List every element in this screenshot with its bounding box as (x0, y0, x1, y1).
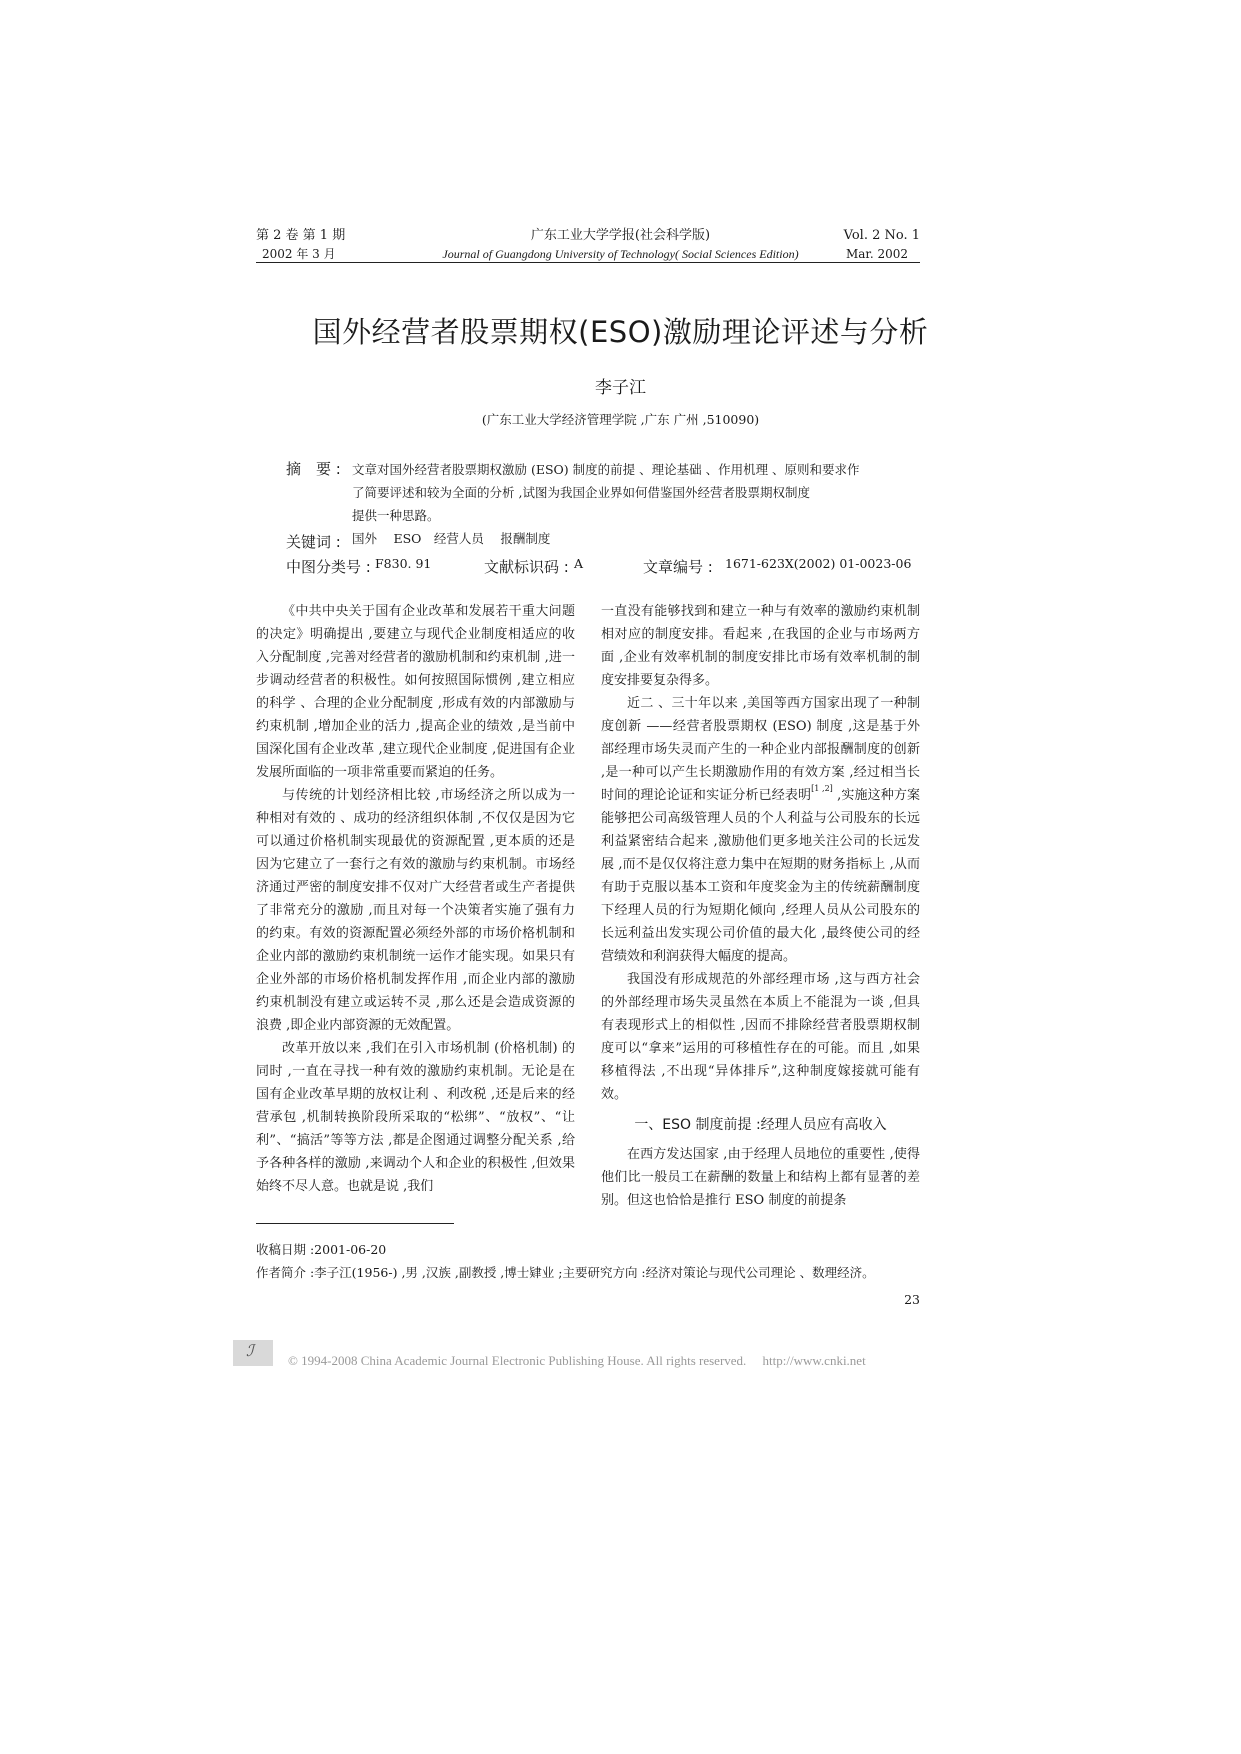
clc-label: 中图分类号 : (286, 558, 371, 576)
footnote-rule (256, 1223, 454, 1224)
abstract-line: 了简要评述和较为全面的分析 ,试图为我国企业界如何借鉴国外经营者股票期权制度 (352, 485, 810, 500)
copyright-notice: © 1994-2008 China Academic Journal Electronic Publishing House. All rights reserved. http://www.cnki.net (288, 1353, 866, 1368)
author-affiliation: (广东工业大学经济管理学院 ,广东 广州 ,510090) (481, 412, 760, 427)
article-title: 国外经营者股票期权(ESO)激励理论评述与分析 (312, 315, 929, 349)
section-heading: 一、ESO 制度前提 :经理人员应有高收入 (634, 1117, 887, 1133)
volume-issue: 第 2 卷 第 1 期 (256, 228, 346, 243)
received-date: 收稿日期 :2001-06-20 (256, 1242, 387, 1257)
cnki-logo-mark: ℐ (246, 1341, 254, 1360)
keywords-label: 关键词 : (286, 533, 341, 551)
body-left-column (256, 600, 575, 1198)
paragraph: 一直没有能够找到和建立一种与有效率的激励约束机制相对应的制度安排。看起来 ,在我国的企业与市场两方面 ,企业有效率机制的制度安排比市场有效率机制的制度安排要复杂得多。 (601, 604, 920, 688)
abstract (352, 458, 912, 527)
author-name: 李子江 (595, 378, 646, 398)
document-code-label: 文献标识码 : (484, 558, 569, 576)
header-rule (256, 262, 920, 263)
article-number-label: 文章编号 : (643, 558, 713, 576)
volume-en: Vol. 2 No. 1 (843, 228, 920, 243)
journal-title-en: Journal of Guangdong University of Technology( Social Sciences Edition) (442, 247, 799, 261)
citation: [1 ,2] (811, 784, 833, 793)
journal-title-cn: 广东工业大学学报(社会科学版) (530, 228, 711, 243)
paragraph: 改革开放以来 ,我们在引入市场机制 (价格机制) 的同时 ,一直在寻找一种有效的激励约束机制。无论是在国有企业改革早期的放权让利 、利改税 ,还是后来的经营承包 ,机制转换阶段所采取的“松绑”、“放权”、“让利”、“搞活”等等方法 ,都是企图通过调整分配关系 ,给予各种各样的激励 ,来调动个人和企业的积极性 ,但效果始终不尽人意。也就是说 ,我们 (256, 1041, 575, 1194)
paragraph: 与传统的计划经济相比较 ,市场经济之所以成为一种相对有效的 、成功的经济组织体制 ,不仅仅是因为它可以通过价格机制实现最优的资源配置 ,更本质的还是因为它建立了一套行之有效的激励与约束机制。市场经济通过严密的制度安排不仅对广大经营者或生产者提供了非常充分的激励 ,而且对每一个决策者实施了强有力的约束。有效的资源配置必须经外部的市场价格机制和企业内部的激励约束机制统一运作才能实现。如果只有企业外部的市场价格机制发挥作用 ,而企业内部的激励约束机制没有建立或运转不灵 ,那么还是会造成资源的浪费 ,即企业内部资源的无效配置。 (256, 788, 575, 1033)
date-en: Mar. 2002 (845, 247, 908, 261)
keywords: 国外 ESO 经营人员 报酬制度 (352, 531, 551, 546)
paragraph: 我国没有形成规范的外部经理市场 ,这与西方社会的外部经理市场失灵虽然在本质上不能混为一谈 ,但具有表现形式上的相似性 ,因而不排除经营者股票期权制度可以“拿来”运用的可移植性存在的可能。而且 ,如果移植得法 ,不出现“异体排斥”,这种制度嫁接就可能有效。 (601, 972, 920, 1102)
abstract-line: 提供一种思路。 (352, 508, 440, 523)
date-cn: 2002 年 3 月 (262, 247, 336, 261)
abstract-label: 摘 要 : (286, 460, 341, 478)
paragraph-text: ,实施这种方案能够把公司高级管理人员的个人利益与公司股东的长远利益紧密结合起来 ,激励他们更多地关注公司的长远发展 ,而不是仅仅将注意力集中在短期的财务指标上 ,从而有助于克服以基本工资和年度奖金为主的传统薪酬制度下经理人员的行为短期化倾向 ,经理人员从公司股东的长远利益出发实现公司价值的最大化 ,最终使公司的经营绩效和利润获得大幅度的提高。 (601, 788, 920, 964)
article-number: 1671-623X(2002) 01-0023-06 (725, 556, 912, 571)
body-right-column (601, 600, 920, 1212)
paragraph: 在西方发达国家 ,由于经理人员地位的重要性 ,使得他们比一般员工在薪酬的数量上和结构上都有显著的差别。但这也恰恰是推行 ESO 制度的前提条 (601, 1147, 920, 1208)
paragraph-text: 近二 、三十年以来 ,美国等西方国家出现了一种制度创新 ——经营者股票期权 (ESO) 制度 ,这是基于外部经理市场失灵而产生的一种企业内部报酬制度的创新 ,是一种可以产生长期激励作用的有效方案 ,经过相当长时间的理论论证和实证分析已经表明 (601, 696, 920, 803)
paragraph: 《中共中央关于国有企业改革和发展若干重大问题的决定》明确提出 ,要建立与现代企业制度相适应的收入分配制度 ,完善对经营者的激励机制和约束机制 ,进一步调动经营者的积极性。如何按照国际惯例 ,建立相应的科学 、合理的企业分配制度 ,形成有效的内部激励与约束机制 ,增加企业的活力 ,提高企业的绩效 ,是当前中国深化国有企业改革 ,建立现代企业制度 ,促进国有企业发展所面临的一项非常重要而紧迫的任务。 (256, 604, 575, 780)
paragraph (601, 692, 920, 968)
abstract-line: 文章对国外经营者股票期权激励 (ESO) 制度的前提 、理论基础 、作用机理 、原则和要求作 (352, 462, 860, 477)
page-number: 23 (904, 1292, 920, 1307)
document-code: A (574, 556, 584, 571)
author-bio: 作者简介 :李子江(1956-) ,男 ,汉族 ,副教授 ,博士肄业 ;主要研究方向 :经济对策论与现代公司理论 、数理经济。 (256, 1265, 875, 1280)
clc-number: F830. 91 (375, 556, 432, 571)
